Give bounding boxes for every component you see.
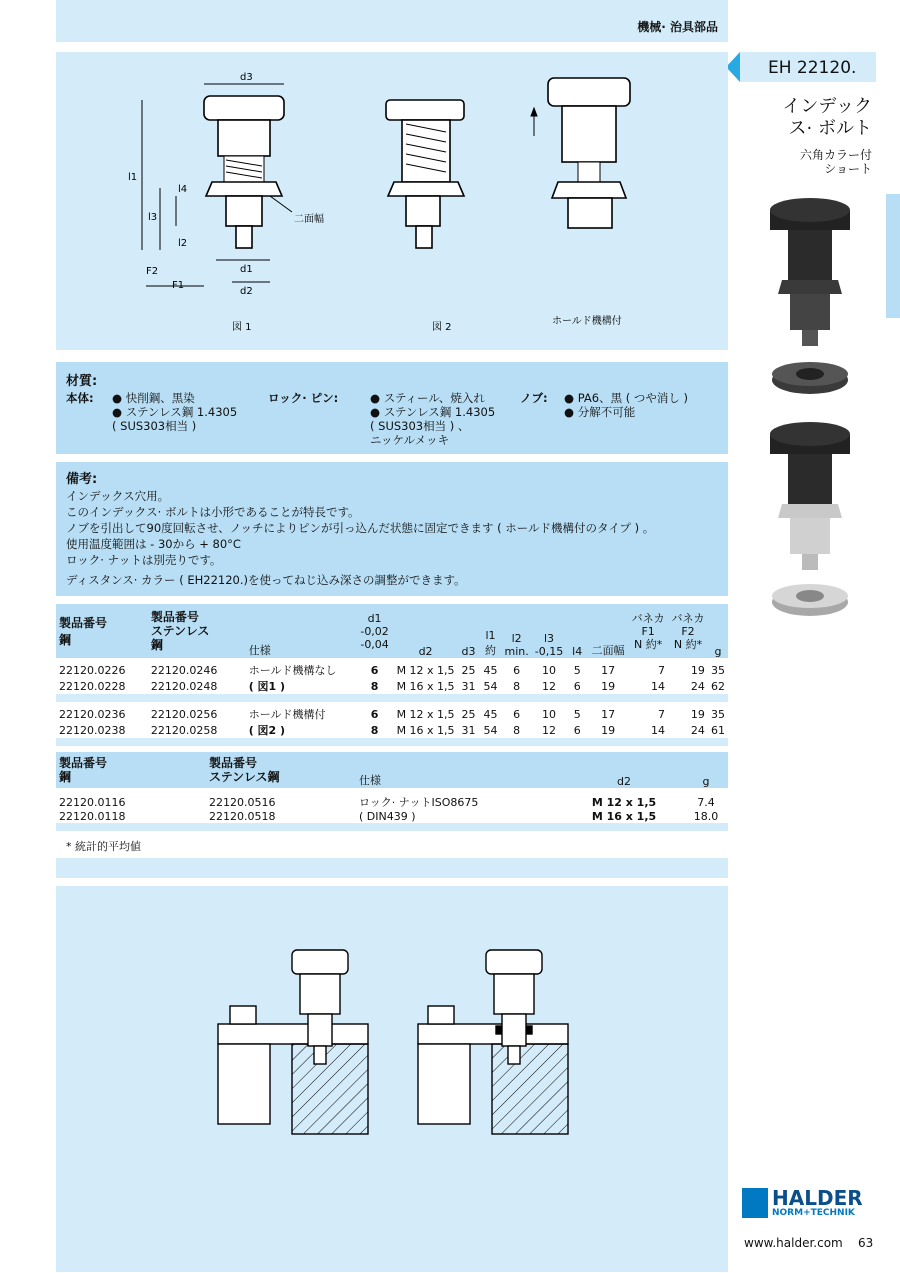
table-cell: 22120.0236 bbox=[59, 707, 126, 721]
table-cell: 6 bbox=[573, 723, 581, 737]
table-cell: 54 bbox=[483, 679, 498, 693]
fig2-caption: 図 2 bbox=[432, 322, 452, 333]
table-cell: 12 bbox=[542, 679, 556, 693]
table-row bbox=[56, 810, 728, 823]
halder-logo-icon bbox=[742, 1188, 768, 1218]
spacer-band bbox=[56, 858, 728, 878]
table-cell: 22120.0238 bbox=[59, 723, 126, 737]
materials-pin-item: ● ステンレス鋼 1.4305 bbox=[370, 405, 496, 419]
materials-knob-item: ● PA6、黒 ( つや消し ) bbox=[564, 391, 689, 405]
table-cell: 6 bbox=[370, 707, 379, 721]
col-header: 製品番号 鋼 bbox=[59, 756, 108, 784]
table-row bbox=[56, 678, 728, 694]
table-cell: 18.0 bbox=[693, 810, 719, 823]
brand-name: HALDER bbox=[772, 1186, 863, 1210]
notes-line: インデックス穴用。 bbox=[66, 489, 170, 503]
fig1-caption: 図 1 bbox=[232, 322, 252, 333]
dim-d2-label: d2 bbox=[240, 286, 253, 297]
materials-body-item: ● 快削鋼、黒染 bbox=[112, 391, 195, 405]
materials-knob-label: ノブ: bbox=[520, 391, 548, 405]
product-code-box bbox=[740, 52, 876, 82]
table-cell: 17 bbox=[601, 663, 616, 677]
table-cell: 22120.0228 bbox=[59, 679, 126, 693]
table-cell: 22120.0518 bbox=[209, 810, 276, 823]
spec-table-nuts bbox=[56, 752, 728, 831]
table-cell: M 12 x 1,5 bbox=[396, 707, 455, 721]
installation-drawing bbox=[56, 886, 728, 1272]
table-cell: 22120.0248 bbox=[150, 679, 218, 693]
col-header: d3 bbox=[461, 645, 476, 658]
table-cell: 7.4 bbox=[697, 795, 715, 809]
table-row bbox=[56, 794, 728, 810]
table-cell: 31 bbox=[461, 679, 476, 693]
table-cell: 14 bbox=[651, 723, 666, 737]
category-label: 機械· 治具部品 bbox=[637, 20, 718, 34]
col-header: l1 約 bbox=[485, 629, 497, 657]
table-cell: M 12 x 1,5 bbox=[591, 795, 657, 809]
notes-line: ノブを引出して90度回転させ、ノッチによりピンが引っ込んだ状態に固定できます ( ホールド機構付のタイプ ) 。 bbox=[66, 521, 655, 535]
product-subtitle-line1: 六角カラー付 bbox=[799, 148, 872, 162]
materials-section bbox=[56, 362, 728, 454]
across-flats-label: 二面幅 bbox=[294, 214, 324, 225]
product-subtitle-line2: ショート bbox=[824, 162, 872, 176]
table-cell: 61 bbox=[711, 723, 725, 737]
footnote: * 統計的平均値 bbox=[66, 840, 141, 853]
col-header: d1 -0,02 -0,04 bbox=[360, 611, 389, 651]
table-cell: 19 bbox=[690, 707, 705, 721]
table-row bbox=[56, 722, 728, 738]
table-cell: M 16 x 1,5 bbox=[591, 810, 657, 823]
table-cell: 6 bbox=[513, 663, 521, 677]
table-cell: 14 bbox=[651, 679, 666, 693]
brand-tagline: NORM+TECHNIK bbox=[772, 1208, 855, 1218]
col-header: 製品番号 ステンレス鋼 bbox=[209, 756, 280, 784]
materials-knob-item: ● 分解不可能 bbox=[564, 405, 636, 419]
spec-table-bolts bbox=[56, 604, 728, 746]
materials-body-item: ● ステンレス鋼 1.4305 bbox=[112, 405, 238, 419]
table-cell: 22120.0258 bbox=[150, 723, 218, 737]
table-cell: 6 bbox=[513, 707, 521, 721]
table-cell: 19 bbox=[601, 679, 616, 693]
table-cell: 22120.0256 bbox=[150, 707, 218, 721]
technical-drawing bbox=[56, 52, 728, 350]
col-header: g bbox=[702, 775, 710, 788]
table-cell: 25 bbox=[461, 707, 476, 721]
table-row bbox=[56, 662, 728, 678]
product-title-line2: ス· ボルト bbox=[788, 118, 872, 139]
table-cell: 12 bbox=[542, 723, 556, 737]
materials-pin-item: ニッケルメッキ bbox=[370, 433, 450, 447]
table-cell: 10 bbox=[542, 707, 556, 721]
materials-title: 材質: bbox=[66, 374, 98, 389]
col-header: 製品番号 鋼 bbox=[59, 616, 108, 647]
materials-body-item: ( SUS303相当 ) bbox=[112, 419, 197, 433]
notes-line: 使用温度範囲は - 30から + 80°C bbox=[66, 537, 241, 551]
table-cell: 8 bbox=[370, 723, 379, 737]
col-header: d2 bbox=[418, 645, 433, 658]
dim-d3-label: d3 bbox=[240, 72, 253, 83]
table-cell: 6 bbox=[573, 679, 581, 693]
table-cell: M 16 x 1,5 bbox=[396, 723, 455, 737]
table-cell: 35 bbox=[711, 707, 725, 721]
table-cell: M 12 x 1,5 bbox=[396, 663, 455, 677]
table-cell: 19 bbox=[690, 663, 705, 677]
notes-section bbox=[56, 462, 728, 596]
table-cell: ( 図2 ) bbox=[248, 724, 286, 737]
table-cell: 5 bbox=[573, 663, 581, 677]
table-cell: 8 bbox=[370, 679, 379, 693]
dim-F2-label: F2 bbox=[146, 266, 159, 277]
table-cell: 19 bbox=[601, 723, 616, 737]
col-header: バネカ F2 N 約* bbox=[671, 611, 705, 651]
table-cell: 5 bbox=[573, 707, 581, 721]
notes-line: ディスタンス· カラー ( EH22120.)を使ってねじ込み深さの調整ができます。 bbox=[66, 573, 466, 587]
table-cell: 10 bbox=[542, 663, 556, 677]
materials-body-label: 本体: bbox=[66, 391, 94, 405]
col-header: 仕様 bbox=[359, 774, 381, 787]
photo-stainless-nut bbox=[772, 584, 848, 616]
product-code: EH 22120. bbox=[768, 58, 857, 78]
table-cell: M 16 x 1,5 bbox=[396, 679, 455, 693]
fig3-caption: ホールド機構付 bbox=[552, 316, 622, 327]
table-cell: 17 bbox=[601, 707, 616, 721]
footer-url[interactable]: www.halder.com bbox=[744, 1236, 843, 1250]
side-index-strip bbox=[886, 194, 900, 318]
col-header: 製品番号 ステンレス 鋼 bbox=[150, 610, 210, 652]
table-cell: 22120.0118 bbox=[59, 810, 126, 823]
tab-arrow-icon bbox=[726, 52, 740, 82]
table-cell: ロック· ナットISO8675 bbox=[359, 796, 479, 809]
table-cell: 7 bbox=[658, 707, 666, 721]
table-cell: 24 bbox=[690, 723, 705, 737]
photo-black-bolt bbox=[770, 198, 850, 346]
table-cell: 8 bbox=[513, 679, 521, 693]
table-cell: ホールド機構付 bbox=[248, 708, 326, 721]
table-cell: 24 bbox=[690, 679, 705, 693]
table-cell: 31 bbox=[461, 723, 476, 737]
col-header: l3 -0,15 bbox=[534, 632, 564, 658]
dim-l1-label: l1 bbox=[128, 172, 138, 183]
table-cell: 22120.0246 bbox=[150, 663, 218, 677]
table-cell: 45 bbox=[483, 663, 498, 677]
photo-black-nut bbox=[772, 362, 848, 394]
table-cell: 25 bbox=[461, 663, 476, 677]
table-cell: 54 bbox=[483, 723, 498, 737]
table-cell: 22120.0116 bbox=[59, 795, 126, 809]
table-header-row bbox=[56, 752, 728, 788]
table-cell: 8 bbox=[513, 723, 521, 737]
dim-F1-label: F1 bbox=[172, 280, 185, 291]
col-header: l2 min. bbox=[504, 632, 529, 658]
table-cell: ( 図1 ) bbox=[248, 680, 286, 693]
table-cell: ホールド機構なし bbox=[248, 664, 337, 677]
table-cell: 6 bbox=[370, 663, 379, 677]
dim-l4-label: l4 bbox=[178, 184, 188, 195]
dim-l3-label: l3 bbox=[148, 212, 158, 223]
col-header: バネカ F1 N 約* bbox=[631, 611, 665, 651]
table-cell: 35 bbox=[711, 663, 725, 677]
page-number: 63 bbox=[858, 1236, 874, 1250]
table-cell: 22120.0226 bbox=[59, 663, 126, 677]
materials-pin-label: ロック· ピン: bbox=[268, 391, 339, 405]
table-cell: ( DIN439 ) bbox=[359, 810, 416, 823]
table-header-row bbox=[56, 604, 728, 658]
table-row bbox=[56, 706, 728, 722]
photo-stainless-bolt bbox=[770, 422, 850, 570]
col-header: l4 bbox=[572, 645, 583, 658]
table-cell: 7 bbox=[658, 663, 666, 677]
notes-line: ロック· ナットは別売りです。 bbox=[66, 553, 222, 567]
table-cell: 62 bbox=[711, 679, 725, 693]
notes-title: 備考: bbox=[66, 472, 98, 487]
col-header: 仕様 bbox=[248, 644, 271, 657]
product-title-line1: インデック bbox=[782, 96, 872, 117]
col-header: d2 bbox=[617, 775, 631, 788]
header-band bbox=[56, 0, 728, 42]
col-header: g bbox=[714, 645, 722, 658]
col-header: 二面幅 bbox=[591, 644, 625, 657]
table-cell: 22120.0516 bbox=[209, 795, 276, 809]
product-photos bbox=[760, 196, 860, 636]
dim-d1-label: d1 bbox=[240, 264, 253, 275]
table-cell: 45 bbox=[483, 707, 498, 721]
dim-l2-label: l2 bbox=[178, 238, 188, 249]
materials-pin-item: ( SUS303相当 ) 、 bbox=[370, 419, 470, 433]
notes-line: このインデックス· ボルトは小形であることが特長です。 bbox=[66, 505, 360, 519]
materials-pin-item: ● スティール、焼入れ bbox=[370, 391, 485, 405]
